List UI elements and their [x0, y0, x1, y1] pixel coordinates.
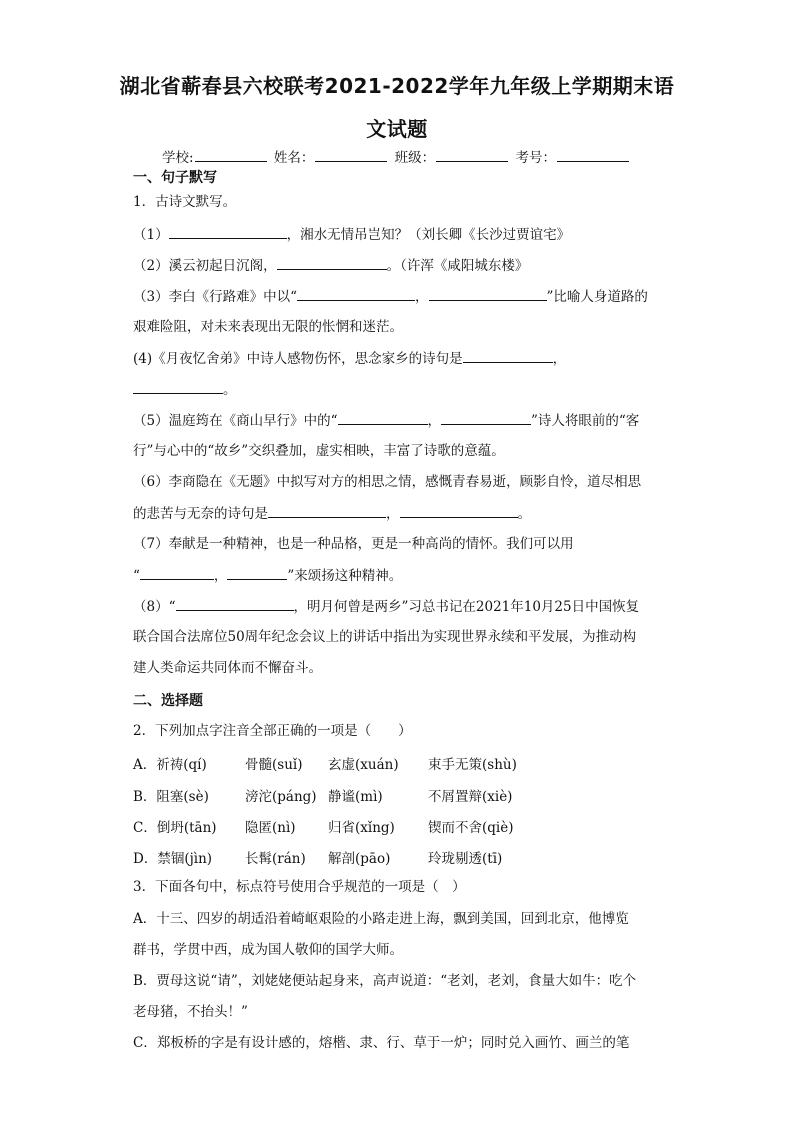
answer-blank[interactable]: [297, 287, 415, 301]
school-field[interactable]: [195, 149, 267, 162]
text: ”诗人将眼前的“客: [531, 413, 640, 429]
text: ，: [415, 289, 429, 305]
text: （8）“: [133, 599, 176, 615]
q3-option-a[interactable]: A．十三、四岁的胡适沿着崎岖艰险的小路走进上海，飘到美国，回到北京，他博览: [133, 911, 629, 927]
page-title-line2: 文试题: [366, 117, 428, 141]
q2-option-item: 归省(xǐng): [328, 820, 395, 836]
name-field[interactable]: [315, 149, 387, 162]
exam-number-field[interactable]: [557, 149, 629, 162]
q3-option-c[interactable]: C．郑板桥的字是有设计感的，熔楷、隶、行、草于一炉；同时兑入画竹、画兰的笔: [133, 1035, 630, 1051]
section-heading-1: 一、句子默写: [133, 170, 217, 186]
answer-blank[interactable]: [133, 380, 223, 394]
q1-part-3-cont: 艰难险阻，对未来表现出无限的怅惘和迷茫。: [133, 319, 403, 335]
answer-blank[interactable]: [463, 349, 553, 363]
answer-blank[interactable]: [268, 504, 386, 518]
text: ”来颂扬这种精神。: [287, 568, 403, 584]
q2-option-item: 束手无策(shù): [428, 757, 517, 773]
q1-part-2: [133, 256, 663, 275]
text: （2）溪云初起日沉阁，: [133, 258, 277, 274]
q3-option-b[interactable]: B．贾母这说“请”，刘姥姥便站起身来，高声说道：“老刘，老刘，食量大如牛：吃个: [133, 973, 637, 989]
answer-blank[interactable]: [227, 566, 287, 580]
text: ，明月何曾是两乡”习总书记在2021年10月25日中国恢复: [293, 599, 640, 615]
q2-option-d[interactable]: D．禁锢(jìn): [133, 851, 213, 867]
student-info-row: [0, 146, 794, 166]
q2-option-item: 长髯(rán): [245, 851, 306, 867]
q1-part-6: （6）李商隐在《无题》中拟写对方的相思之情，感慨青春易逝，顾影自怜，道尽相思: [133, 474, 642, 490]
q1-part-6-cont: [133, 504, 663, 523]
q2-option-item: 不屑置辩(xiè): [428, 789, 513, 805]
answer-blank[interactable]: [176, 597, 294, 611]
text: 。: [223, 382, 237, 398]
q3-option-b-cont: 老母猪，不抬头！”: [133, 1004, 248, 1020]
section-heading-2: 二、选择题: [133, 693, 203, 709]
q1-part-8-cont: 联合国合法席位50周年纪念会议上的讲话中指出为实现世界永续和平发展，为推动构: [133, 629, 637, 645]
answer-blank[interactable]: [338, 411, 428, 425]
answer-blank[interactable]: [400, 504, 518, 518]
q2-option-item: 玲珑剔透(tī): [428, 851, 503, 867]
text: ，: [552, 351, 567, 367]
q2-option-item: 锲而不舍(qiè): [428, 820, 514, 836]
q1-part-5: [133, 411, 663, 430]
text: （5）温庭筠在《商山早行》中的“: [133, 413, 338, 429]
q2-option-a[interactable]: A．祈祷(qí): [133, 757, 207, 773]
text: ，: [213, 568, 228, 584]
q1-part-1: [133, 225, 663, 244]
q1-part-3: [133, 287, 663, 306]
q1-part-8-cont2: 建人类命运共同体而不懈奋斗。: [133, 660, 322, 676]
q2-option-c[interactable]: C．倒坍(tān): [133, 820, 217, 836]
answer-blank[interactable]: [169, 225, 287, 239]
text: ”比喻人身道路的: [546, 289, 648, 305]
q1-part-5-cont: 行”与心中的“故乡”交织叠加，虚实相映，丰富了诗歌的意蕴。: [133, 443, 505, 459]
page-title-line1: 湖北省蕲春县六校联考2021-2022学年九年级上学期期末语: [119, 74, 675, 98]
answer-blank[interactable]: [441, 411, 531, 425]
text: “: [133, 568, 140, 584]
q2-option-item: 玄虚(xuán): [328, 757, 399, 773]
q2-option-item: 滂沱(páng): [245, 789, 317, 805]
name-label: 姓名：: [273, 150, 315, 166]
q3-stem: 3．下面各句中，标点符号使用合乎规范的一项是（ ）: [133, 879, 466, 895]
q3-option-a-cont: 群书，学贯中西，成为国人敬仰的国学大师。: [133, 942, 403, 958]
q2-option-b[interactable]: B．阻塞(sè): [133, 789, 209, 805]
q2-option-item: 静谧(mì): [328, 789, 383, 805]
q1-stem: 1．古诗文默写。: [133, 194, 237, 210]
school-label: 学校:: [162, 150, 194, 166]
q1-part-4-cont: [133, 380, 663, 399]
text: （3）李白《行路难》中以“: [133, 289, 297, 305]
text: (4)《月夜忆舍弟》中诗人感物伤怀，思念家乡的诗句是: [133, 351, 463, 367]
text: （1）: [133, 227, 169, 243]
class-label: 班级：: [394, 150, 436, 166]
q1-part-7-cont: [133, 566, 663, 585]
q1-part-4: [133, 349, 663, 368]
text: ，: [386, 506, 400, 522]
exam-number-label: 考号：: [515, 150, 556, 166]
q2-option-item: 骨髓(suǐ): [245, 757, 303, 773]
q2-stem: 2．下列加点字注音全部正确的一项是（ ）: [133, 723, 412, 739]
text: ，湘水无情吊岂知？（刘长卿《长沙过贾谊宅》: [286, 227, 571, 243]
answer-blank[interactable]: [429, 287, 547, 301]
q2-option-item: 解剖(pāo): [328, 851, 391, 867]
q2-option-item: 隐匿(nì): [245, 820, 296, 836]
text: 。: [517, 506, 531, 522]
q1-part-8: [133, 597, 663, 616]
answer-blank[interactable]: [140, 566, 214, 580]
answer-blank[interactable]: [277, 256, 387, 270]
text: ，: [427, 413, 441, 429]
text: 。（许浑《咸阳城东楼》: [386, 258, 529, 274]
text: 的悲苦与无奈的诗句是: [133, 506, 268, 522]
class-field[interactable]: [436, 149, 508, 162]
q1-part-7: （7）奉献是一种精神，也是一种品格，更是一种高尚的情怀。我们可以用: [133, 536, 574, 552]
